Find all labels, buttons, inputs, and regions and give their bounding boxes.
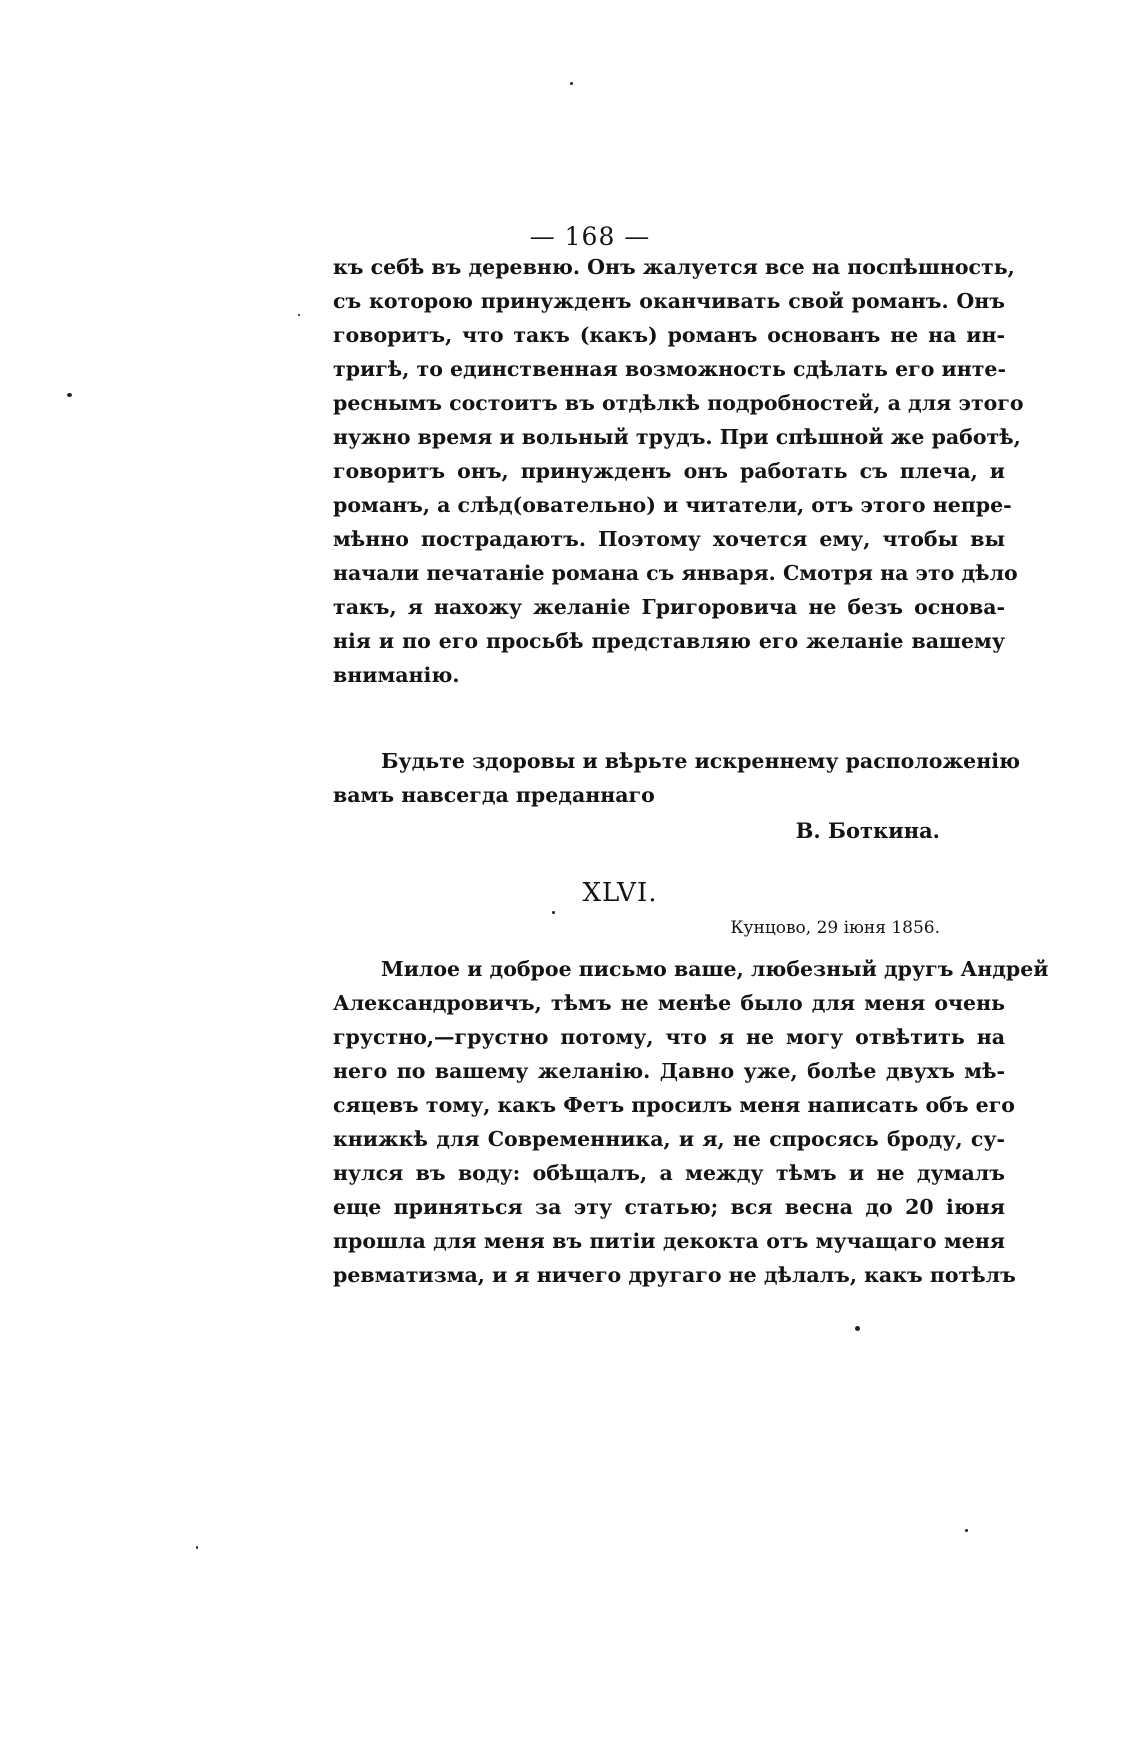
text-line: книжкѣ для Современника, и я, не спросясь броду, су- bbox=[333, 1127, 1005, 1151]
text-line: Милое и доброе письмо ваше, любезный другъ Андрей bbox=[381, 957, 1049, 981]
text-line: Александровичъ, тѣмъ не менѣе было для меня очень bbox=[333, 991, 1005, 1015]
text-line: прошла для меня въ питіи декокта отъ мучащаго меня bbox=[333, 1229, 1005, 1253]
scan-speck bbox=[552, 911, 555, 914]
signature: В. Боткина. bbox=[795, 818, 940, 843]
text-line: нулся въ воду: обѣщалъ, а между тѣмъ и не думалъ bbox=[333, 1161, 1005, 1185]
dateline: Кунцово, 29 іюня 1856. bbox=[730, 918, 940, 938]
text-line: нія и по его просьбѣ представляю его желаніе вашему bbox=[333, 629, 1005, 653]
text-line: еще приняться за эту статью; вся весна до 20 іюня bbox=[333, 1195, 1005, 1219]
text-line: начали печатаніе романа съ января. Смотря на это дѣло bbox=[333, 561, 1018, 585]
letter-number-heading: XLVI. bbox=[582, 878, 658, 908]
scan-speck bbox=[67, 393, 72, 397]
text-line: него по вашему желанію. Давно уже, болѣе двухъ мѣ- bbox=[333, 1059, 1005, 1083]
closing-paragraph bbox=[333, 744, 1021, 812]
text-line: ревматизма, и я ничего другаго не дѣлалъ, какъ потѣлъ bbox=[333, 1263, 1016, 1287]
scan-speck bbox=[196, 1546, 198, 1549]
text-line: мѣнно пострадаютъ. Поэтому хочется ему, чтобы вы bbox=[333, 527, 1005, 551]
text-line: говоритъ онъ, принужденъ онъ работать съ плеча, и bbox=[333, 459, 1005, 483]
text-line: вниманію. bbox=[333, 663, 460, 687]
letter-body bbox=[333, 952, 1049, 1292]
text-line: реснымъ состоитъ въ отдѣлкѣ подробностей, а для этого bbox=[333, 391, 1024, 415]
text-line: къ себѣ въ деревню. Онъ жалуется все на поспѣшность, bbox=[333, 255, 1015, 279]
scan-speck bbox=[298, 314, 300, 316]
text-line: съ которою принужденъ оканчивать свой романъ. Онъ bbox=[333, 289, 1005, 313]
scan-speck bbox=[965, 1529, 968, 1532]
page-number: — 168 — bbox=[529, 222, 651, 251]
text-line: сяцевъ тому, какъ Фетъ просилъ меня написать объ его bbox=[333, 1093, 1015, 1117]
paragraph-continuation bbox=[333, 250, 1024, 692]
text-line: говоритъ, что такъ (какъ) романъ основанъ не на ин- bbox=[333, 323, 1005, 347]
text-line: романъ, а слѣд(овательно) и читатели, отъ этого непре- bbox=[333, 493, 1012, 517]
text-line: грустно,—грустно потому, что я не могу отвѣтить на bbox=[333, 1025, 1005, 1049]
scan-speck bbox=[855, 1326, 860, 1331]
scan-speck bbox=[570, 82, 573, 85]
text-line: нужно время и вольный трудъ. При спѣшной же работѣ, bbox=[333, 425, 1021, 449]
text-line: Будьте здоровы и вѣрьте искреннему расположенію bbox=[381, 749, 1021, 773]
text-line: тригѣ, то единственная возможность сдѣлать его инте- bbox=[333, 357, 1006, 381]
text-line: такъ, я нахожу желаніе Григоровича не безъ основа- bbox=[333, 595, 1005, 619]
text-line: вамъ навсегда преданнаго bbox=[333, 783, 655, 807]
